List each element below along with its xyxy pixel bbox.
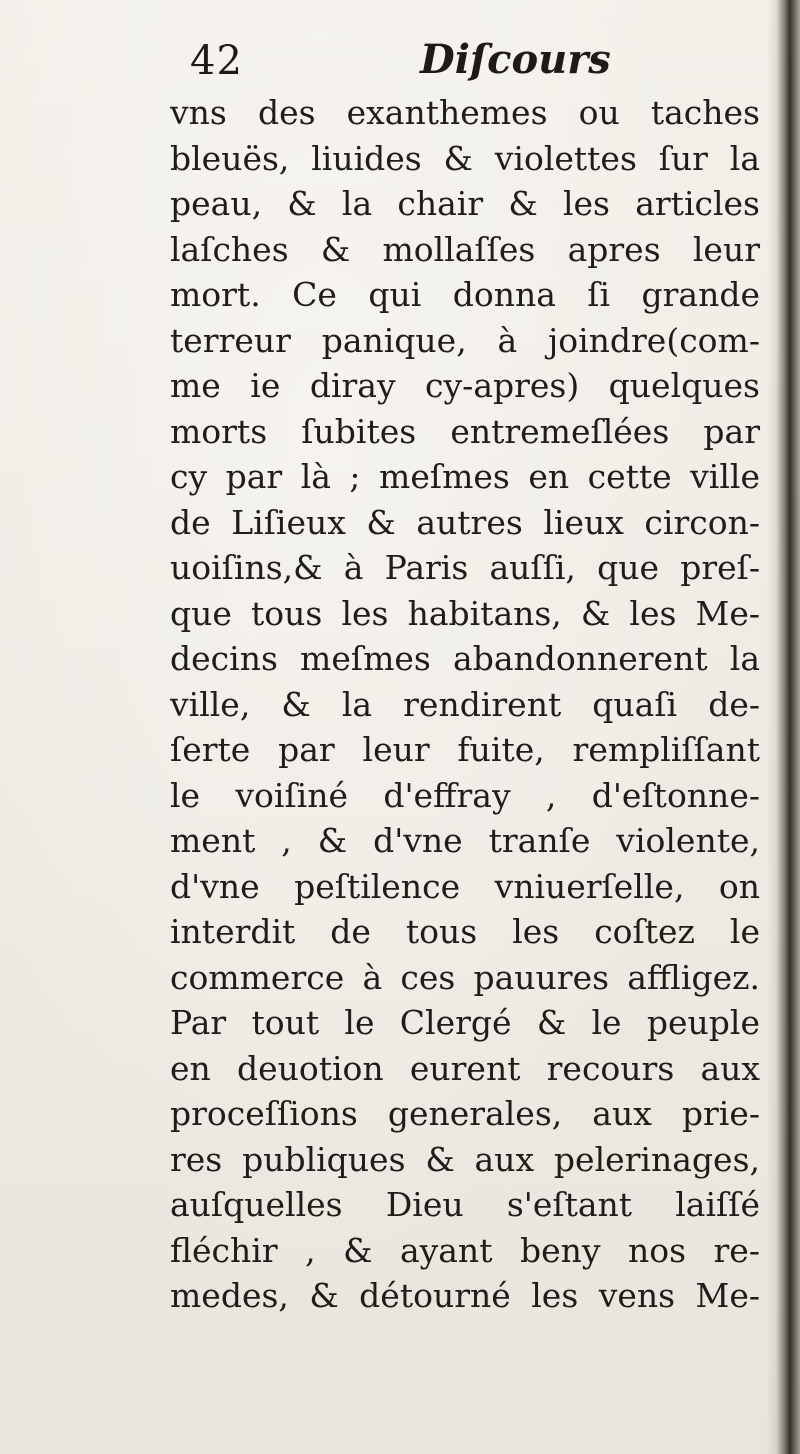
text-line: decins meſmes abandonnerent la [170, 639, 760, 678]
text-line: ville, & la rendirent quaſi de- [170, 684, 760, 724]
body-text [170, 90, 760, 1319]
text-line: laſches & mollaſſes apres leur [170, 229, 760, 269]
text-line: que tous les habitans, & les Me- [170, 593, 760, 633]
text-line: de Liſieux & autres lieux circon- [170, 502, 760, 542]
running-head [190, 36, 630, 92]
text-line: terreur panique, à joindre(com- [170, 320, 760, 360]
text-line: peau, & la chair & les articles [170, 184, 760, 223]
text-line: fléchir , & ayant beny nos re- [170, 1230, 760, 1270]
text-line: bleuës, liuides & violettes ſur la [170, 138, 760, 178]
text-line: morts ſubites entremeſlées par [170, 411, 760, 451]
text-line: le voiſiné d'effray , d'eſtonne- [170, 775, 760, 815]
text-line: commerce à ces pauures affligez. [170, 957, 760, 997]
text-line: interdit de tous les coſtez le [170, 912, 760, 951]
text-line: ſerte par leur fuite, rempliſſant [170, 730, 760, 769]
text-line: auſquelles Dieu s'eſtant laiſſé [170, 1185, 760, 1224]
text-line: cy par là ; meſmes en cette ville [170, 457, 760, 496]
text-line: medes, & détourné les vens Me- [170, 1276, 760, 1315]
running-title: Diſcours [420, 36, 611, 83]
text-line: d'vne peſtilence vniuerſelle, on [170, 866, 760, 906]
text-line: uoiſins,& à Paris auſſi, que preſ- [170, 548, 760, 587]
page-gutter-edge [766, 0, 800, 1454]
text-line: ment , & d'vne tranſe violente, [170, 821, 760, 860]
text-line: mort. Ce qui donna ſi grande [170, 275, 760, 314]
text-line: en deuotion eurent recours aux [170, 1048, 760, 1088]
page-number: 42 [190, 38, 243, 84]
text-line: me ie diray cy-apres) quelques [170, 366, 760, 405]
text-line: vns des exanthemes ou taches [170, 93, 760, 132]
text-line: Par tout le Clergé & le peuple [170, 1003, 760, 1042]
text-line: res publiques & aux pelerinages, [170, 1139, 760, 1179]
text-line: proceſſions generales, aux prie- [170, 1094, 760, 1133]
